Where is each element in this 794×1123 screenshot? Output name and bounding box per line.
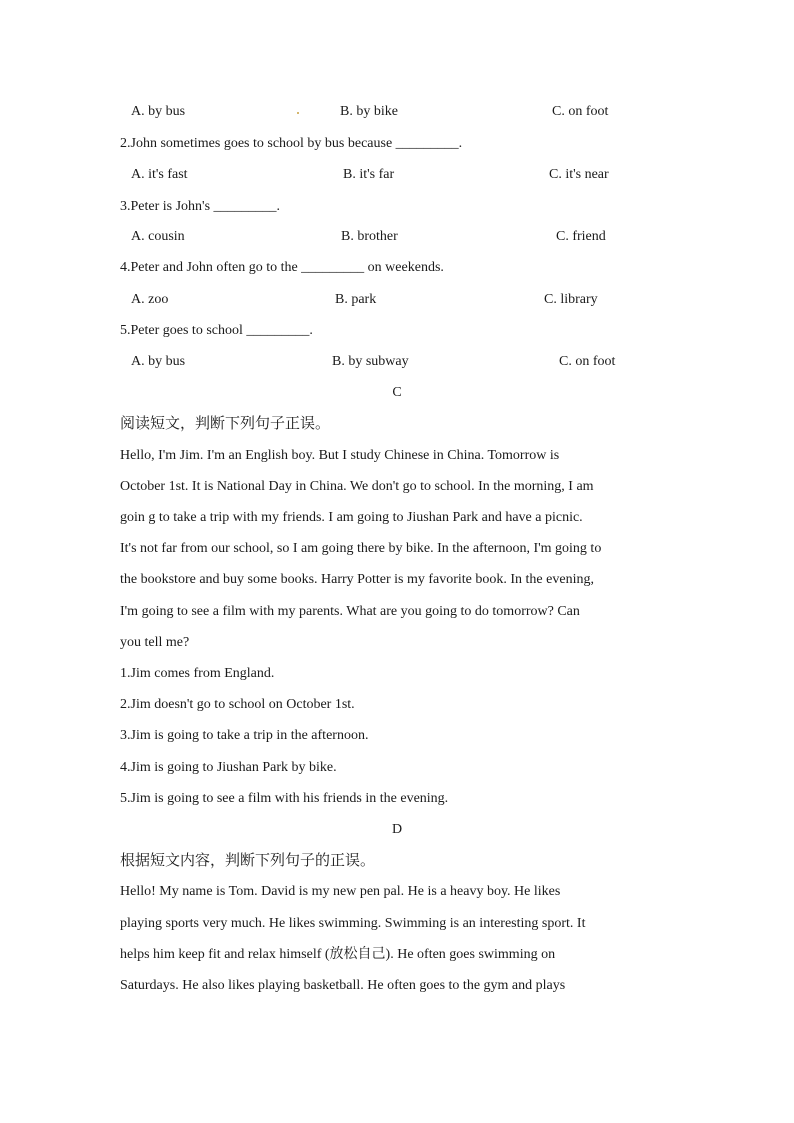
section-d-passage-line: Hello! My name is Tom. David is my new pen pal. He is a heavy boy. He likes <box>120 884 561 899</box>
q4-option-b: B. park <box>335 292 377 307</box>
section-d-passage-line: playing sports very much. He likes swimming. Swimming is an interesting sport. It <box>120 916 586 931</box>
q5-option-c: C. on foot <box>559 354 616 369</box>
section-c-passage-line: you tell me? <box>120 635 190 650</box>
q2-option-c: C. it's near <box>549 167 609 182</box>
q2-option-a: A. it's fast <box>131 167 188 182</box>
section-c-passage-line: goin g to take a trip with my friends. I am going to Jiushan Park and have a picnic. <box>120 510 583 525</box>
q3-option-a: A. cousin <box>131 229 185 244</box>
section-c-statement: 4.Jim is going to Jiushan Park by bike. <box>120 760 337 775</box>
q5-option-a: A. by bus <box>131 354 186 369</box>
section-d-letter: D <box>391 822 403 837</box>
section-d-instruction: 根据短文内容，判断下列句子的正误。 <box>120 851 376 869</box>
section-d-passage-line: Saturdays. He also likes playing basketball. He often goes to the gym and plays <box>120 978 566 993</box>
section-d-passage-line: helps him keep fit and relax himself (放松自己). He often goes swimming on <box>120 947 556 962</box>
section-c-passage-line: Hello, I'm Jim. I'm an English boy. But I study Chinese in China. Tomorrow is <box>120 448 560 463</box>
q5-stem: 5.Peter goes to school _________. <box>120 323 313 338</box>
section-c-passage-line: October 1st. It is National Day in China. We don't go to school. In the morning, I am <box>120 479 594 494</box>
q1-option-b: B. by bike <box>340 104 398 119</box>
q4-option-a: A. zoo <box>131 292 169 307</box>
section-c-instruction: 阅读短文，判断下列句子正误。 <box>120 414 331 432</box>
section-c-passage-line: I'm going to see a film with my parents. What are you going to do tomorrow? Can <box>120 604 580 619</box>
section-c-statement: 2.Jim doesn't go to school on October 1st. <box>120 697 355 712</box>
q4-option-c: C. library <box>544 292 598 307</box>
q3-option-c: C. friend <box>556 229 606 244</box>
q2-option-b: B. it's far <box>343 167 395 182</box>
section-c-passage-line: the bookstore and buy some books. Harry Potter is my favorite book. In the evening, <box>120 572 594 587</box>
q5-option-b: B. by subway <box>332 354 409 369</box>
section-c-statement: 3.Jim is going to take a trip in the afternoon. <box>120 728 369 743</box>
q3-stem: 3.Peter is John's _________. <box>120 199 281 214</box>
section-c-letter: C <box>392 385 402 400</box>
q1-option-a: A. by bus <box>131 104 186 119</box>
q1-option-c: C. on foot <box>552 104 609 119</box>
stray-dot <box>297 112 299 114</box>
section-c-statement: 1.Jim comes from England. <box>120 666 275 681</box>
section-c-passage-line: It's not far from our school, so I am going there by bike. In the afternoon, I'm going to <box>120 541 602 556</box>
q2-stem: 2.John sometimes goes to school by bus because _________. <box>120 136 463 151</box>
q3-option-b: B. brother <box>341 229 398 244</box>
q4-stem: 4.Peter and John often go to the _________ on weekends. <box>120 260 444 275</box>
section-c-statement: 5.Jim is going to see a film with his friends in the evening. <box>120 791 449 806</box>
